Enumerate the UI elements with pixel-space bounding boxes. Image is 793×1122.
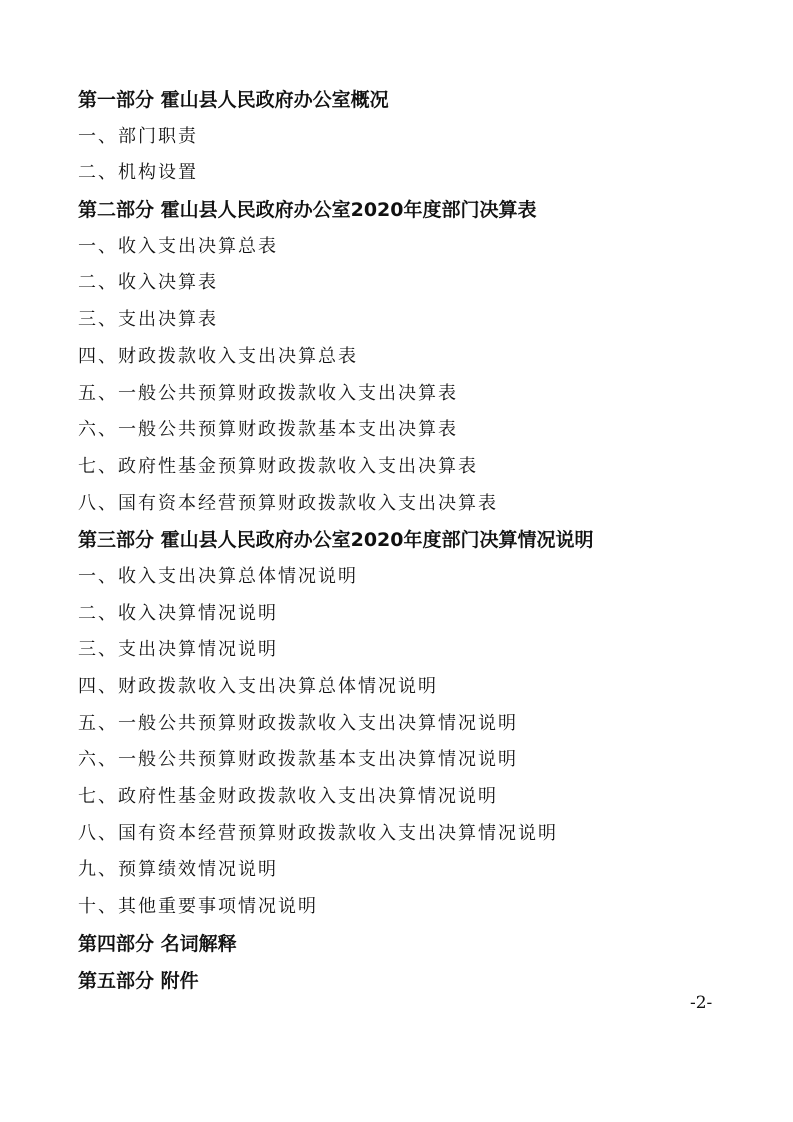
toc-part-heading: 第四部分 名词解释 (78, 932, 237, 955)
toc-part-heading: 第五部分 附件 (78, 969, 199, 992)
toc-item: 二、收入决算表 (78, 272, 218, 294)
toc-item: 七、政府性基金预算财政拨款收入支出决算表 (78, 455, 478, 477)
toc-part-heading: 第一部分 霍山县人民政府办公室概况 (78, 89, 389, 111)
toc-item: 三、支出决算情况说明 (78, 639, 278, 661)
toc-item: 五、一般公共预算财政拨款收入支出决算情况说明 (78, 712, 518, 734)
toc-item: 六、一般公共预算财政拨款基本支出决算表 (78, 419, 458, 441)
toc-part-heading: 第三部分 霍山县人民政府办公室2020年度部门决算情况说明 (78, 529, 594, 552)
toc-item: 一、收入支出决算总体情况说明 (78, 565, 358, 587)
page-number: -2- (690, 993, 713, 1013)
toc-part-heading: 第二部分 霍山县人民政府办公室2020年度部门决算表 (78, 199, 537, 222)
toc-item: 一、收入支出决算总表 (78, 235, 278, 257)
toc-item: 一、部门职责 (78, 125, 198, 147)
toc-item: 八、国有资本经营预算财政拨款收入支出决算情况说明 (78, 822, 558, 844)
toc-item: 三、支出决算表 (78, 309, 218, 331)
toc-item: 九、预算绩效情况说明 (78, 859, 278, 881)
toc-item: 二、机构设置 (78, 162, 198, 184)
toc-item: 四、财政拨款收入支出决算总表 (78, 345, 358, 367)
toc-item: 六、一般公共预算财政拨款基本支出决算情况说明 (78, 749, 518, 771)
toc-item: 五、一般公共预算财政拨款收入支出决算表 (78, 382, 458, 404)
toc-item: 八、国有资本经营预算财政拨款收入支出决算表 (78, 492, 498, 514)
toc-item: 四、财政拨款收入支出决算总体情况说明 (78, 676, 438, 697)
table-of-contents (78, 82, 758, 999)
toc-item: 二、收入决算情况说明 (78, 602, 278, 624)
toc-item: 七、政府性基金财政拨款收入支出决算情况说明 (78, 786, 498, 808)
toc-item: 十、其他重要事项情况说明 (78, 896, 318, 918)
